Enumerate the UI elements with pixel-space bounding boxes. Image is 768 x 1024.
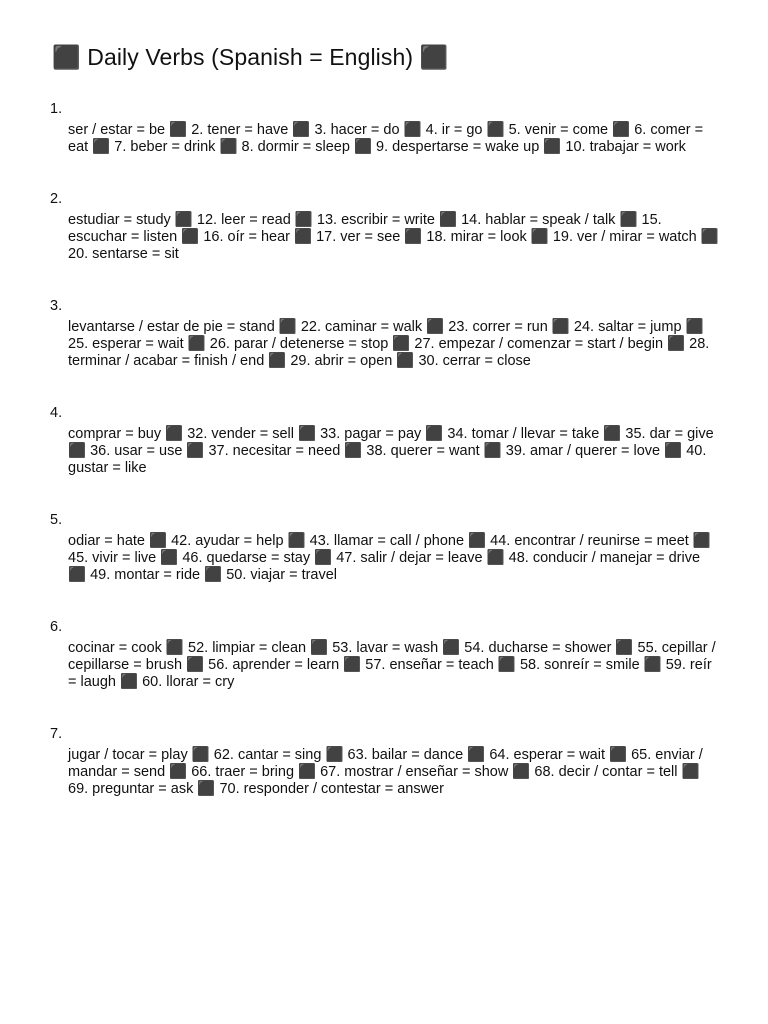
list-item-number: 5. bbox=[50, 512, 63, 528]
list-item-text: cocinar = cook ⬛ 52. limpiar = clean ⬛ 53. lavar = wash ⬛ 54. ducharse = shower ⬛ 55. cepillar / cepillarse = brush ⬛ 56. aprender = learn ⬛ 57. enseñar = teach ⬛ 58. sonreír = smile ⬛ 59. reír = laugh ⬛ 60. llorar = cry bbox=[68, 640, 716, 690]
list-item-text: comprar = buy ⬛ 32. vender = sell ⬛ 33. pagar = pay ⬛ 34. tomar / llevar = take ⬛ 35. dar = give ⬛ 36. usar = use ⬛ 37. necesitar = need ⬛ 38. querer = want ⬛ 39. amar / querer = love ⬛ 40. gustar = like bbox=[68, 426, 714, 476]
list-item-number: 3. bbox=[50, 298, 63, 314]
list-item-text: estudiar = study ⬛ 12. leer = read ⬛ 13. escribir = write ⬛ 14. hablar = speak / talk ⬛ 15. escuchar = listen ⬛ 16. oír = hear ⬛ 17. ver = see ⬛ 18. mirar = look ⬛ 19. ver / mirar = watch ⬛ 20. sentarse = sit bbox=[68, 212, 719, 262]
verb-list bbox=[50, 100, 722, 832]
list-item-text: jugar / tocar = play ⬛ 62. cantar = sing ⬛ 63. bailar = dance ⬛ 64. esperar = wait ⬛ 65. enviar / mandar = send ⬛ 66. traer = bring ⬛ 67. mostrar / enseñar = show ⬛ 68. decir / contar = tell ⬛ 69. preguntar = ask ⬛ 70. responder / contestar = answer bbox=[68, 747, 703, 797]
list-item bbox=[50, 100, 722, 156]
list-item bbox=[50, 190, 722, 263]
list-item bbox=[50, 618, 722, 691]
list-item-number: 2. bbox=[50, 191, 63, 207]
list-item-number: 1. bbox=[50, 101, 63, 117]
list-item bbox=[50, 404, 722, 477]
list-item bbox=[50, 297, 722, 370]
list-item-number: 4. bbox=[50, 405, 63, 421]
list-item-text: ser / estar = be ⬛ 2. tener = have ⬛ 3. hacer = do ⬛ 4. ir = go ⬛ 5. venir = come ⬛ 6. comer = eat ⬛ 7. beber = drink ⬛ 8. dormir = sleep ⬛ 9. despertarse = wake up ⬛ 10. trabajar = work bbox=[68, 122, 704, 155]
list-item-number: 6. bbox=[50, 619, 63, 635]
list-item-text: levantarse / estar de pie = stand ⬛ 22. caminar = walk ⬛ 23. correr = run ⬛ 24. saltar = jump ⬛ 25. esperar = wait ⬛ 26. parar / detenerse = stop ⬛ 27. empezar / comenzar = start / begin ⬛ 28. terminar / acabar = finish / end ⬛ 29. abrir = open ⬛ 30. cerrar = close bbox=[68, 319, 710, 369]
list-item-number: 7. bbox=[50, 726, 63, 742]
page-title: ⬛ Daily Verbs (Spanish = English) ⬛ bbox=[52, 44, 449, 70]
list-item-text: odiar = hate ⬛ 42. ayudar = help ⬛ 43. llamar = call / phone ⬛ 44. encontrar / reunirse = meet ⬛ 45. vivir = live ⬛ 46. quedarse = stay ⬛ 47. salir / dejar = leave ⬛ 48. conducir / manejar = drive ⬛ 49. montar = ride ⬛ 50. viajar = travel bbox=[68, 533, 711, 583]
list-item bbox=[50, 511, 722, 584]
list-item bbox=[50, 725, 722, 798]
